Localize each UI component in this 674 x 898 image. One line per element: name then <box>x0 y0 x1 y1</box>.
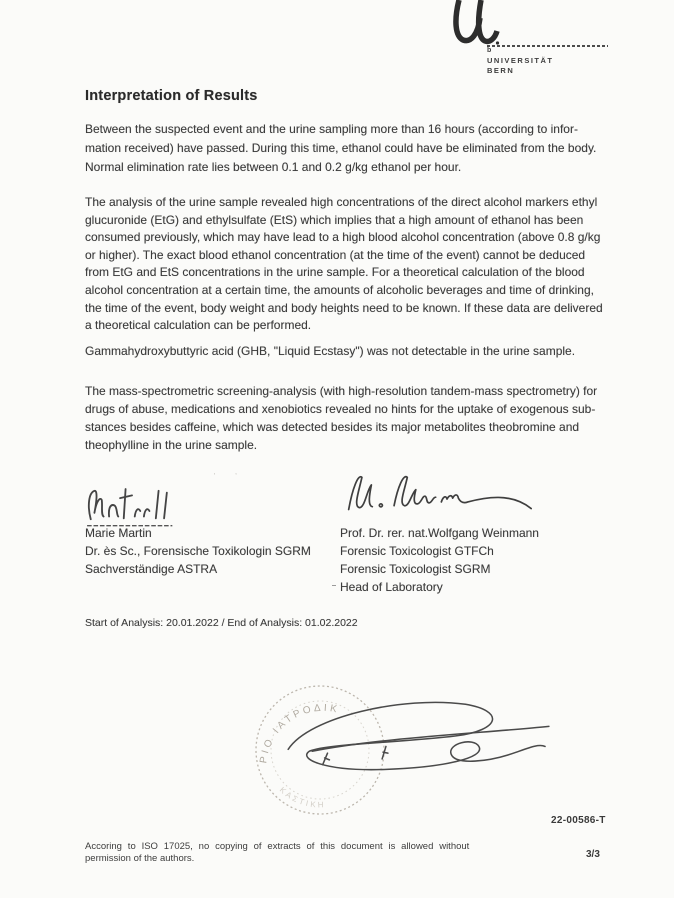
logo-city-text: BERN <box>487 66 515 75</box>
signer-left-name: Marie Martin <box>85 526 152 540</box>
signer-right-title1: Forensic Toxicologist GTFCh <box>340 544 494 558</box>
paragraph-alcohol-markers <box>85 194 603 335</box>
paragraph-line: from EtG and EtS concentrations in the urine sample. For a theoretical calculation of the blood <box>85 265 585 280</box>
paragraph-line: stances besides caffeine, which was detected besides its major metabolites theobromine and <box>85 420 580 434</box>
paragraph-screening <box>85 382 597 454</box>
page-number: 3/3 <box>586 849 600 860</box>
signature-wolfgang-weinmann <box>336 466 541 518</box>
signer-left-block <box>85 524 311 578</box>
paragraph-ghb <box>85 342 575 360</box>
paragraph-line: mation received) have passed. During this time, ethanol could have be eliminated from the body. <box>85 141 597 155</box>
paragraph-line: theophylline in the urine sample. <box>85 438 258 452</box>
signer-right-block <box>340 524 539 596</box>
paragraph-line: The mass-spectrometric screening-analysis (with high-resolution tandem-mass spectrometry) for <box>85 384 598 398</box>
scan-artifact: ᾿ ᾿ <box>213 472 246 482</box>
page-title: Interpretation of Results <box>85 88 258 104</box>
paragraph-line: The analysis of the urine sample revealed high concentrations of the direct alcohol markers ethyl <box>85 195 598 209</box>
paragraph-line: glucuronide (EtG) and ethylsulfate (EtS) which implies that a high amount of ethanol has been <box>85 212 584 227</box>
paragraph-line: or higher). The exact blood ethanol concentration (at the time of the event) cannot be deduced <box>85 247 586 262</box>
footer-copy-notice-line1: Accoring to ISO 17025, no copying of extracts of this document is allowed without <box>85 841 470 852</box>
signer-left-title1: Dr. ès Sc., Forensische Toxikologin SGRM <box>85 544 311 558</box>
reference-number: 22-00586-T <box>551 815 606 826</box>
logo-divider <box>487 45 608 47</box>
logo-mark: b <box>487 47 492 54</box>
svg-text:ΚΑΣΤΙΚΗ: ΚΑΣΤΙΚΗ <box>277 785 327 810</box>
signer-right-name: Prof. Dr. rer. nat.Wolfgang Weinmann <box>340 526 539 540</box>
footer-copy-notice <box>85 841 469 865</box>
signer-right-title2: Forensic Toxicologist SGRM <box>340 562 491 576</box>
university-logo-u-icon <box>450 0 500 48</box>
paragraph-line: the time of the event, body weight and body heights need to be known. If these data are delivered <box>85 300 603 315</box>
paragraph-line: Between the suspected event and the urine sampling more than 16 hours (according to infor- <box>85 122 578 136</box>
paragraph-line: Normal elimination rate lies between 0.1 and 0.2 g/kg ethanol per hour. <box>85 160 462 174</box>
stamp-arc-text: ΡΙΟ ΙΑΤΡΟΔΙΚ <box>258 702 341 765</box>
signature-stamp-scribble <box>258 688 558 803</box>
signer-left-title2: Sachverständige ASTRA <box>85 562 218 576</box>
paragraph-elimination <box>85 120 596 177</box>
analysis-dates: Start of Analysis: 20.01.2022 / End of Analysis: 01.02.2022 <box>85 617 358 629</box>
paragraph-line: a theoretical calculation can be performed. <box>85 318 312 333</box>
paragraph-line: consumed previously, which may have lead to a high blood alcohol concentration (above 0.8 g/kg <box>85 230 601 245</box>
paragraph-line: alcohol concentration at a certain time, the amounts of alcoholic beverages and time of drinking, <box>85 282 594 297</box>
paragraph-line: Gammahydroxybuttyric acid (GHB, "Liquid Ecstasy") was not detectable in the urine sample. <box>85 344 576 358</box>
scan-artifact <box>332 585 336 586</box>
paragraph-line: drugs of abuse, medications and xenobiotics revealed no hints for the uptake of exogenous sub- <box>85 402 596 416</box>
logo-university-text: UNIVERSITÄT <box>487 56 554 65</box>
signer-right-title3: Head of Laboratory <box>340 580 443 594</box>
footer-copy-notice-line2: permission of the authors. <box>85 853 195 864</box>
